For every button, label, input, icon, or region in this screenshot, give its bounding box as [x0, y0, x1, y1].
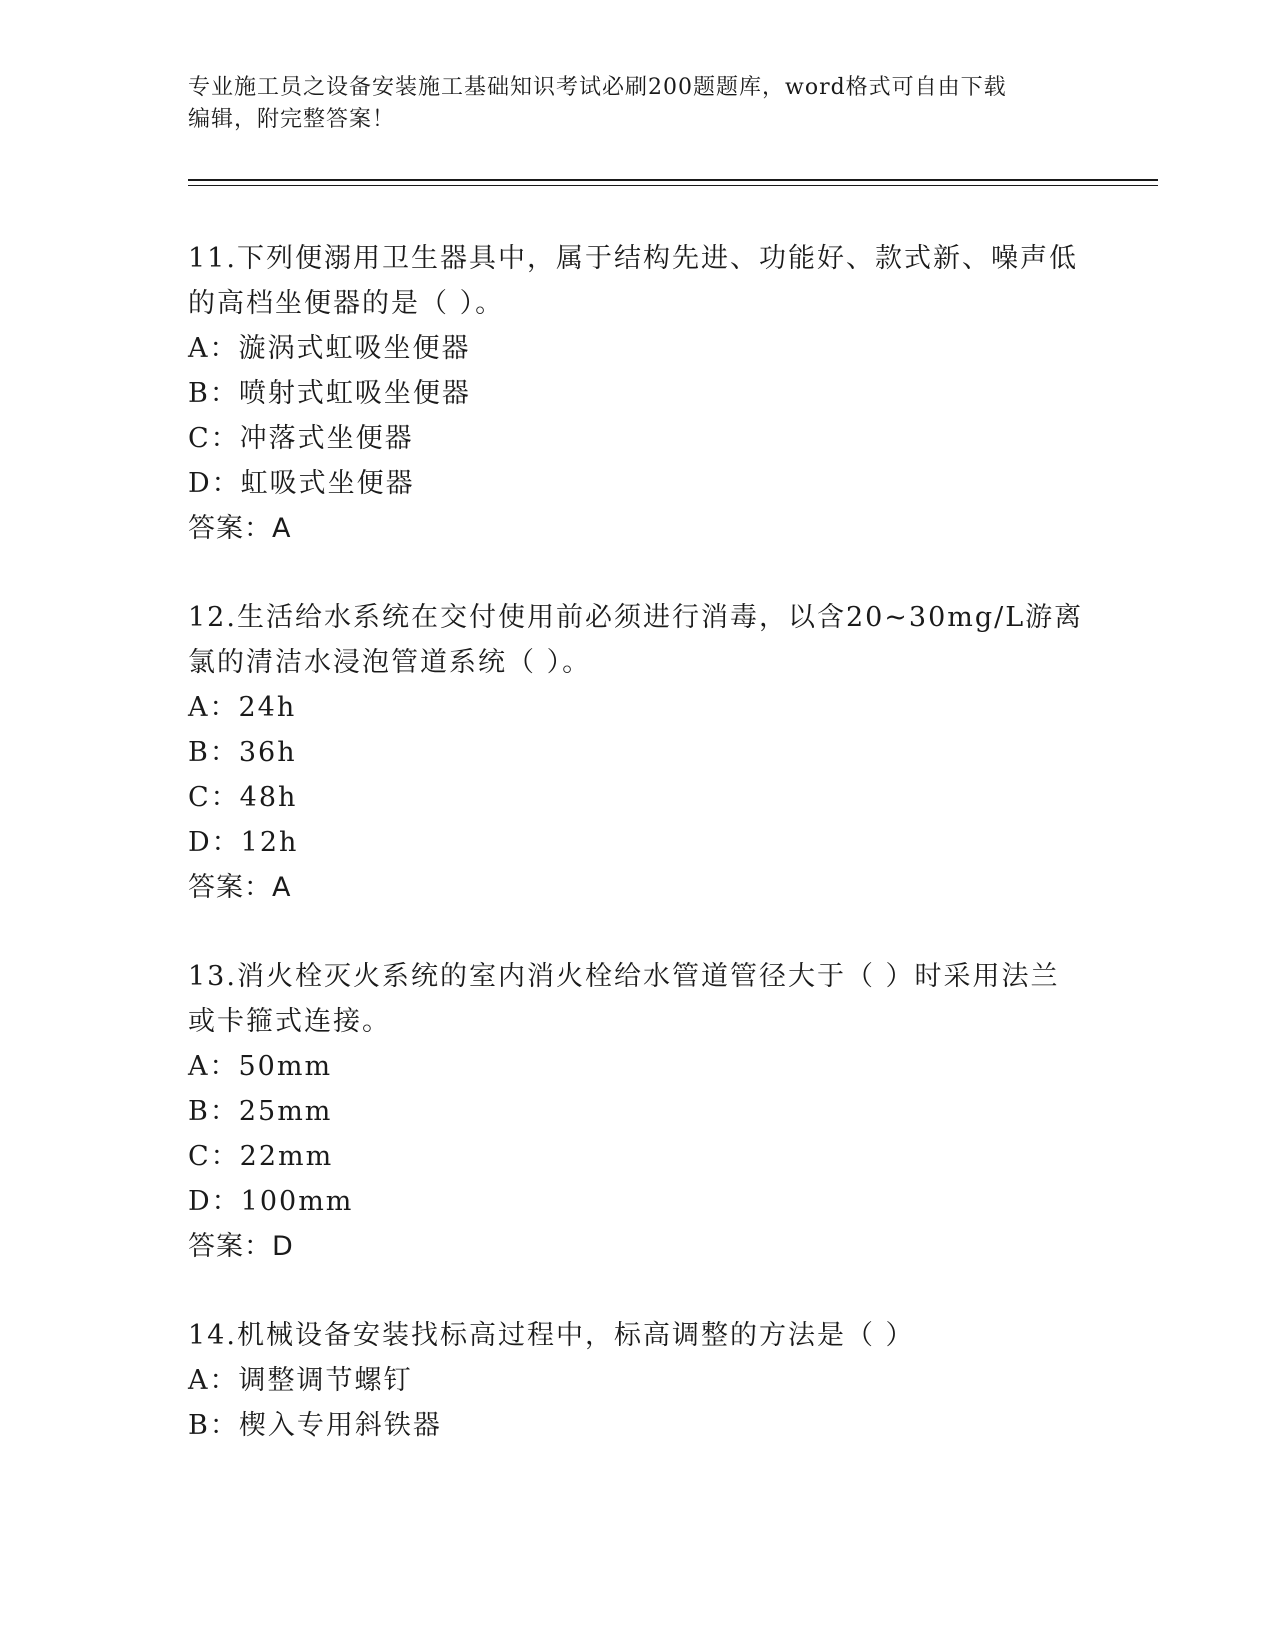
question-stem: 13.消火栓灭火系统的室内消火栓给水管道管径大于（ ）时采用法兰或卡箍式连接。	[188, 961, 1060, 1037]
option-text: 喷射式虹吸坐便器	[238, 378, 471, 409]
option-text: 25mm	[238, 1096, 333, 1127]
option-text: 楔入专用斜铁器	[238, 1410, 442, 1441]
option-letter: C：	[188, 1141, 240, 1172]
option-letter: A：	[188, 1365, 239, 1396]
option-c	[188, 775, 1088, 820]
question-stem: 14.机械设备安装找标高过程中，标高调整的方法是（ ）	[188, 1320, 915, 1351]
option-a	[188, 326, 1088, 371]
option-list	[188, 326, 1088, 506]
option-letter: B：	[188, 1096, 239, 1127]
header-line-1: 专业施工员之设备安装施工基础知识考试必刷200题题库，word格式可自由下载	[188, 75, 1007, 100]
option-letter: B：	[188, 737, 239, 768]
option-text: 48h	[239, 782, 298, 813]
option-letter: D：	[188, 1186, 241, 1217]
option-list	[188, 685, 1088, 865]
answer-line: 答案：A	[188, 513, 292, 544]
option-text: 50mm	[238, 1051, 333, 1082]
document-header	[188, 72, 1068, 136]
option-d	[188, 1179, 1088, 1224]
option-text: 调整调节螺钉	[238, 1365, 413, 1396]
option-b	[188, 371, 1088, 416]
question-stem: 12.生活给水系统在交付使用前必须进行消毒，以含20~30mg/L游离氯的清洁水浸泡管道系统（ ）。	[188, 602, 1084, 678]
question-12	[188, 595, 1088, 910]
option-b	[188, 1089, 1088, 1134]
option-b	[188, 730, 1088, 775]
option-text: 漩涡式虹吸坐便器	[238, 333, 471, 364]
option-d	[188, 461, 1088, 506]
option-text: 100mm	[240, 1186, 354, 1217]
header-divider-thin	[188, 185, 1158, 186]
option-a	[188, 685, 1088, 730]
option-letter: A：	[188, 692, 239, 723]
option-b	[188, 1403, 1088, 1448]
option-letter: D：	[188, 468, 241, 499]
option-d	[188, 820, 1088, 865]
option-a	[188, 1044, 1088, 1089]
option-letter: B：	[188, 1410, 239, 1441]
option-a	[188, 1358, 1088, 1403]
option-text: 12h	[240, 827, 299, 858]
option-letter: C：	[188, 423, 240, 454]
question-11	[188, 236, 1088, 551]
option-list	[188, 1044, 1088, 1224]
option-text: 冲落式坐便器	[239, 423, 414, 454]
question-14	[188, 1313, 1088, 1448]
question-stem: 11.下列便溺用卫生器具中，属于结构先进、功能好、款式新、噪声低的高档坐便器的是（ ）。	[188, 243, 1078, 319]
option-letter: B：	[188, 378, 239, 409]
option-letter: A：	[188, 1051, 239, 1082]
answer-line: 答案：A	[188, 872, 292, 903]
option-c	[188, 1134, 1088, 1179]
option-list	[188, 1358, 1088, 1448]
header-divider-thick	[188, 179, 1158, 181]
question-13	[188, 954, 1088, 1269]
option-c	[188, 416, 1088, 461]
option-letter: C：	[188, 782, 240, 813]
question-list	[188, 236, 1088, 1448]
option-letter: A：	[188, 333, 239, 364]
option-letter: D：	[188, 827, 241, 858]
answer-line: 答案：D	[188, 1231, 294, 1262]
option-text: 36h	[238, 737, 297, 768]
option-text: 虹吸式坐便器	[240, 468, 415, 499]
header-line-2: 编辑，附完整答案！	[188, 107, 396, 132]
option-text: 24h	[238, 692, 297, 723]
option-text: 22mm	[239, 1141, 334, 1172]
